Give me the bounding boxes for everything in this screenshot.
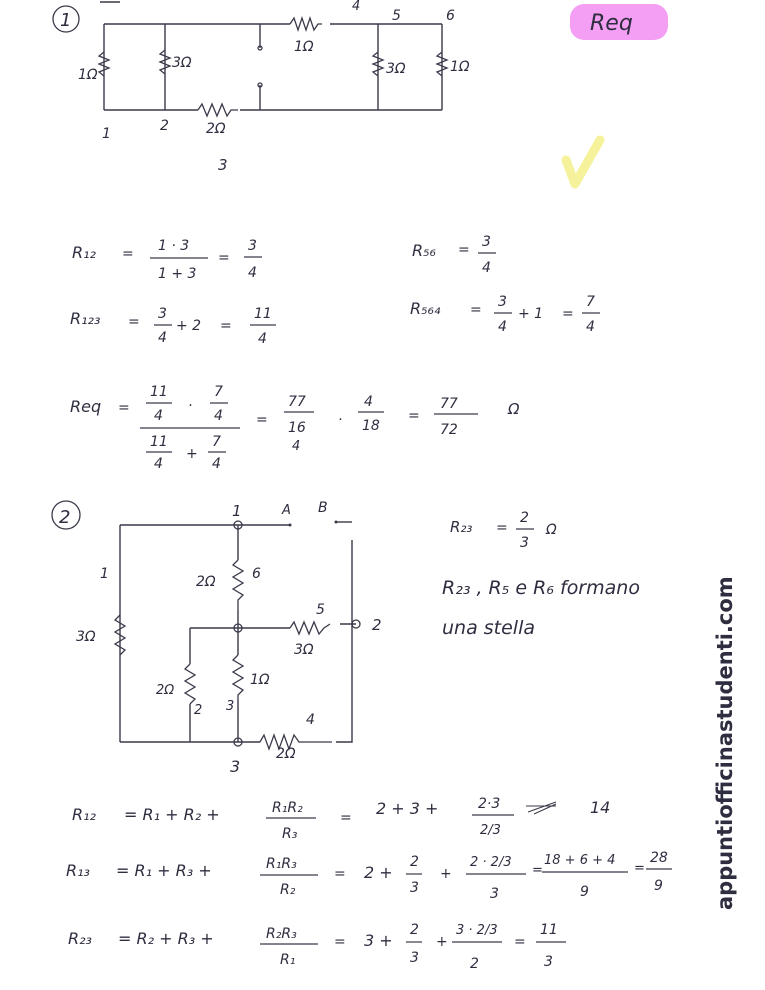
svg-text:4: 4 — [482, 260, 491, 276]
svg-text:3 · 2/3: 3 · 2/3 — [456, 923, 498, 938]
c2-r3-value: 1Ω — [250, 672, 270, 688]
c2-node-a: A — [282, 503, 291, 518]
svg-text:4: 4 — [498, 319, 507, 335]
svg-text:1 · 3: 1 · 3 — [158, 238, 190, 254]
svg-text:16: 16 — [288, 420, 306, 436]
svg-text:4: 4 — [258, 331, 267, 347]
svg-text:R₁₂: R₁₂ — [72, 243, 96, 262]
svg-text:7: 7 — [586, 294, 595, 310]
c1-node-1: 1 — [102, 126, 111, 142]
problem-1-marker — [53, 6, 79, 32]
svg-text:2: 2 — [470, 956, 479, 972]
svg-text:R₂₃: R₂₃ — [68, 929, 92, 948]
note-line-1: R₂₃ , R₅ e R₆ formano — [442, 577, 640, 599]
svg-text:R₁R₃: R₁R₃ — [266, 856, 297, 872]
svg-text:R₁₂₃: R₁₂₃ — [70, 309, 101, 328]
svg-text:=: = — [220, 318, 232, 334]
svg-text:4: 4 — [248, 265, 257, 281]
svg-text:9: 9 — [654, 878, 663, 894]
svg-text:= R₁ + R₃ +: = R₁ + R₃ + — [116, 861, 212, 880]
c2-node-1: 1 — [232, 502, 242, 520]
svg-text:R₁: R₁ — [280, 952, 296, 968]
c2-r2-value: 2Ω — [156, 683, 175, 698]
svg-text:+: + — [186, 446, 198, 462]
eq-r12 — [72, 238, 262, 282]
svg-text:=: = — [118, 400, 130, 416]
c1-r-bottom: 2Ω — [206, 121, 226, 137]
c2-node-2: 2 — [372, 616, 382, 634]
svg-text:=: = — [514, 934, 526, 950]
svg-text:=: = — [340, 810, 352, 826]
c2-r5-value: 3Ω — [294, 642, 314, 658]
svg-text:+ 1: + 1 — [518, 306, 544, 322]
svg-text:3 +: 3 + — [364, 931, 393, 950]
eq-r564 — [410, 294, 600, 335]
svg-text:4: 4 — [214, 408, 223, 424]
svg-text:72: 72 — [440, 422, 458, 438]
svg-text:77: 77 — [288, 394, 306, 410]
site-watermark — [700, 560, 750, 920]
c1-node-2: 2 — [160, 118, 169, 134]
svg-text:=: = — [634, 861, 645, 876]
note-line-2: una stella — [442, 617, 536, 639]
eq-r56 — [412, 234, 496, 276]
svg-text:2: 2 — [410, 922, 419, 938]
svg-text:2/3: 2/3 — [480, 823, 501, 838]
svg-text:3: 3 — [544, 954, 553, 970]
c2-r5-label: 5 — [316, 602, 325, 618]
svg-text:3: 3 — [248, 238, 257, 254]
svg-text:4: 4 — [154, 408, 163, 424]
svg-text:3: 3 — [490, 886, 499, 902]
req-tag: Req — [590, 11, 633, 36]
svg-text:=: = — [218, 250, 230, 266]
svg-text:3: 3 — [158, 306, 167, 322]
svg-text:3: 3 — [410, 880, 419, 896]
svg-text:=: = — [122, 246, 134, 262]
svg-text:4: 4 — [212, 456, 221, 472]
svg-text:R₂R₃: R₂R₃ — [266, 926, 297, 942]
svg-text:3: 3 — [410, 950, 419, 966]
svg-text:=: = — [128, 314, 140, 330]
svg-text:7: 7 — [212, 434, 221, 450]
circuit-2 — [115, 521, 360, 750]
svg-text:4: 4 — [158, 330, 167, 346]
svg-text:Req: Req — [70, 397, 102, 416]
svg-text:3: 3 — [498, 294, 507, 310]
svg-text:=: = — [496, 520, 508, 536]
svg-text:2 +: 2 + — [364, 863, 393, 882]
svg-text:3: 3 — [482, 234, 491, 250]
c2-node-3: 3 — [230, 757, 241, 776]
svg-text:11: 11 — [150, 434, 168, 450]
svg-text:R₂: R₂ — [280, 882, 296, 898]
watermark-text: appuntiofficinastudenti.com — [713, 576, 737, 910]
svg-text:4: 4 — [364, 394, 373, 410]
svg-text:77: 77 — [440, 396, 458, 412]
svg-text:2 · 2/3: 2 · 2/3 — [470, 855, 512, 870]
svg-text:R₁₂: R₁₂ — [72, 805, 96, 824]
eq2-r23 — [68, 922, 566, 972]
c2-r-left-label: 1 — [100, 566, 109, 582]
svg-text:14: 14 — [590, 798, 611, 817]
svg-text:9: 9 — [580, 884, 589, 900]
c1-r-top: 1Ω — [294, 39, 314, 55]
svg-text:4: 4 — [292, 439, 301, 454]
r23-value-note — [450, 510, 557, 551]
problem-2-marker — [52, 501, 80, 529]
c2-r4-label: 4 — [306, 712, 315, 728]
c1-node-6: 6 — [446, 8, 455, 24]
svg-text:=: = — [470, 302, 482, 318]
svg-text:=: = — [256, 412, 268, 428]
eq-r123 — [70, 306, 276, 347]
svg-text:R₅₆: R₅₆ — [412, 241, 436, 260]
c2-r-left-value: 3Ω — [76, 629, 96, 645]
svg-text:3: 3 — [520, 535, 529, 551]
svg-text:=: = — [562, 306, 574, 322]
c2-r6-value: 2Ω — [196, 574, 216, 590]
svg-text:7: 7 — [214, 384, 223, 400]
svg-text:=: = — [334, 934, 346, 950]
c2-r3-label: 3 — [226, 699, 235, 714]
check-mark — [566, 140, 600, 184]
c1-node-4: 4 — [352, 0, 361, 14]
eq2-r12 — [72, 796, 610, 842]
svg-text:R₁R₂: R₁R₂ — [272, 800, 303, 816]
svg-text:R₅₆₄: R₅₆₄ — [410, 299, 441, 318]
c1-r-mid: 3Ω — [172, 55, 192, 71]
c2-r4-value: 2Ω — [276, 746, 296, 762]
svg-text:1: 1 — [60, 10, 72, 31]
svg-text:11: 11 — [254, 306, 272, 322]
svg-text:+: + — [436, 934, 448, 950]
c2-r2-label: 2 — [194, 703, 203, 718]
svg-text:2: 2 — [410, 854, 419, 870]
c1-r-right-b: 1Ω — [450, 59, 470, 75]
svg-text:·: · — [188, 398, 193, 414]
svg-text:18: 18 — [362, 418, 380, 434]
svg-text:= R₂ + R₃ +: = R₂ + R₃ + — [118, 929, 214, 948]
c1-node-5: 5 — [392, 8, 401, 24]
c1-node-3: 3 — [218, 156, 228, 174]
svg-text:= R₁ + R₂ +: = R₁ + R₂ + — [124, 805, 220, 824]
svg-text:Ω: Ω — [508, 400, 520, 418]
svg-text:18 + 6 + 4: 18 + 6 + 4 — [544, 853, 616, 868]
svg-text:2: 2 — [59, 507, 71, 528]
svg-text:2 + 3 +: 2 + 3 + — [376, 799, 439, 818]
svg-text:Ω: Ω — [546, 522, 557, 538]
svg-text:11: 11 — [540, 922, 558, 938]
c2-r6-label: 6 — [252, 566, 261, 582]
svg-text:=: = — [334, 866, 346, 882]
svg-text:2: 2 — [520, 510, 529, 526]
c1-r-right-a: 3Ω — [386, 61, 406, 77]
svg-text:R₁₃: R₁₃ — [66, 861, 90, 880]
svg-text:R₂₃: R₂₃ — [450, 518, 473, 536]
svg-text:28: 28 — [650, 850, 668, 866]
c1-r-left: 1Ω — [78, 67, 98, 83]
eq2-r13 — [66, 850, 672, 902]
svg-text:R₃: R₃ — [282, 826, 298, 842]
svg-text:2·3: 2·3 — [478, 796, 501, 812]
svg-text:=: = — [458, 242, 470, 258]
c2-node-b: B — [318, 500, 328, 516]
svg-text:11: 11 — [150, 384, 168, 400]
svg-text:4: 4 — [154, 456, 163, 472]
svg-text:4: 4 — [586, 319, 595, 335]
svg-text:·: · — [338, 412, 343, 428]
svg-text:=: = — [408, 408, 420, 424]
svg-text:+: + — [440, 866, 452, 882]
svg-text:=: = — [532, 863, 543, 878]
svg-text:+ 2: + 2 — [176, 318, 202, 334]
eq-req — [70, 384, 520, 472]
svg-text:1 + 3: 1 + 3 — [158, 266, 197, 282]
